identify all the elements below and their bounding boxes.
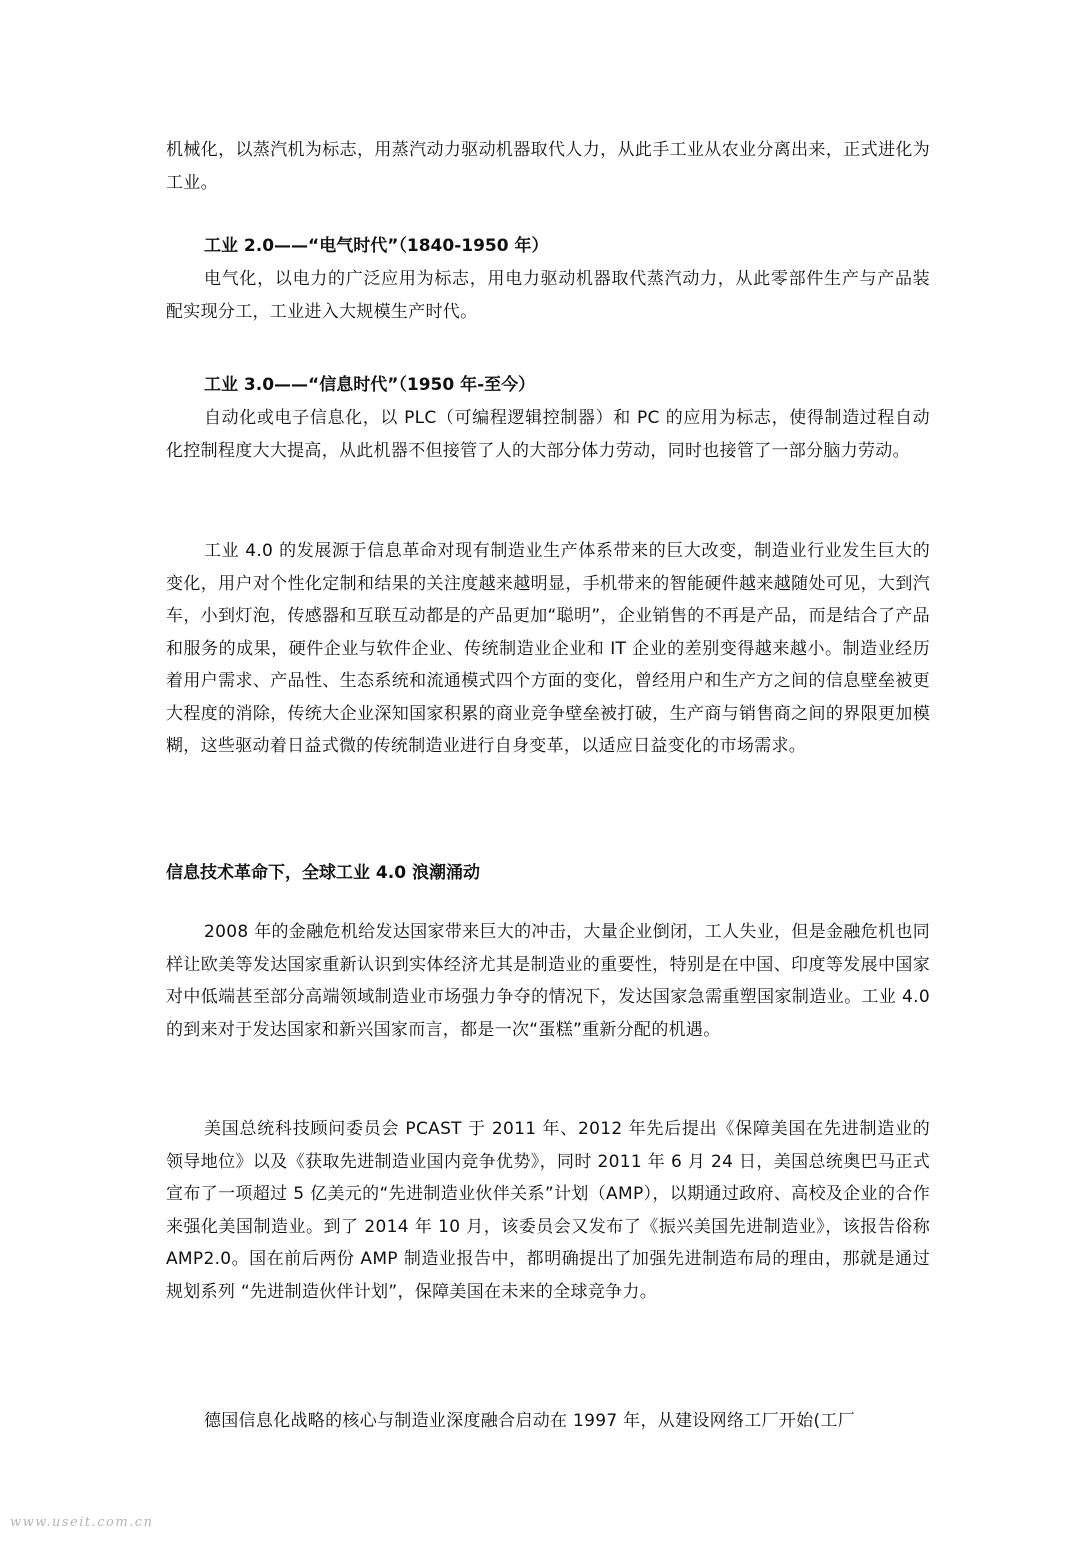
paragraph-germany: 德国信息化战略的核心与制造业深度融合启动在 1997 年，从建设网络工厂开始(工厂 [204, 1411, 856, 1431]
section-heading-global-industry-4: 信息技术革命下，全球工业 4.0 浪潮涌动 [166, 863, 480, 883]
heading-industry-3: 工业 3.0——“信息时代”（1950 年-至今） [204, 375, 536, 395]
paragraph-usa-amp: 美国总统科技顾问委员会 PCAST 于 2011 年、2012 年先后提出《保障美国在先进制造业的领导地位》以及《获取先进制造业国内竞争优势》，同时 2011 年 6 月 24 日，美国总统奥巴马正式宣布了一项超过 5 亿美元的“先进制造业伙伴关系”计划（AMP），以期通过政府、高校及企业的合作来强化美国制造业。到了 2014 年 10 月，该委员会又发布了《振兴美国先进制造业》，该报告俗称 AMP2.0。国在前后两份 AMP 制造业报告中，都明确提出了加强先进制造布局的理由，那就是通过规划系列 “先进制造伙伴计划”，保障美国在未来的全球竞争力。 [166, 1119, 930, 1302]
watermark-text: www.useit.com.cn [10, 1515, 154, 1530]
heading-industry-2: 工业 2.0——“电气时代”（1840-1950 年） [204, 236, 549, 256]
paragraph-financial-crisis: 2008 年的金融危机给发达国家带来巨大的冲击，大量企业倒闭，工人失业，但是金融危机也同样让欧美等发达国家重新认识到实体经济尤其是制造业的重要性，特别是在中国、印度等发展中国家对中低端甚至部分高端领域制造业市场强力争夺的情况下，发达国家急需重塑国家制造业。工业 4.0 的到来对于发达国家和新兴国家而言，都是一次“蛋糕”重新分配的机遇。 [166, 922, 930, 1040]
paragraph-mechanization: 机械化，以蒸汽机为标志，用蒸汽动力驱动机器取代人力，从此手工业从农业分离出来，正式进化为工业。 [166, 140, 930, 193]
paragraph-industry-2: 电气化，以电力的广泛应用为标志，用电力驱动机器取代蒸汽动力，从此零部件生产与产品装配实现分工，工业进入大规模生产时代。 [166, 269, 930, 322]
paragraph-industry-3: 自动化或电子信息化，以 PLC（可编程逻辑控制器）和 PC 的应用为标志，使得制造过程自动化控制程度大大提高，从此机器不但接管了人的大部分体力劳动，同时也接管了一部分脑力劳动。 [166, 408, 930, 461]
paragraph-industry-4: 工业 4.0 的发展源于信息革命对现有制造业生产体系带来的巨大改变，制造业行业发生巨大的变化，用户对个性化定制和结果的关注度越来越明显，手机带来的智能硬件越来越随处可见，大到汽车，小到灯泡，传感器和互联互动都是的产品更加“聪明”，企业销售的不再是产品，而是结合了产品和服务的成果，硬件企业与软件企业、传统制造业企业和 IT 企业的差别变得越来越小。制造业经历着用户需求、产品性、生态系统和流通模式四个方面的变化，曾经用户和生产方之间的信息壁垒被更大程度的消除，传统大企业深知国家积累的商业竞争壁垒被打破，生产商与销售商之间的界限更加模糊，这些驱动着日益式微的传统制造业进行自身变革，以适应日益变化的市场需求。 [166, 541, 930, 756]
